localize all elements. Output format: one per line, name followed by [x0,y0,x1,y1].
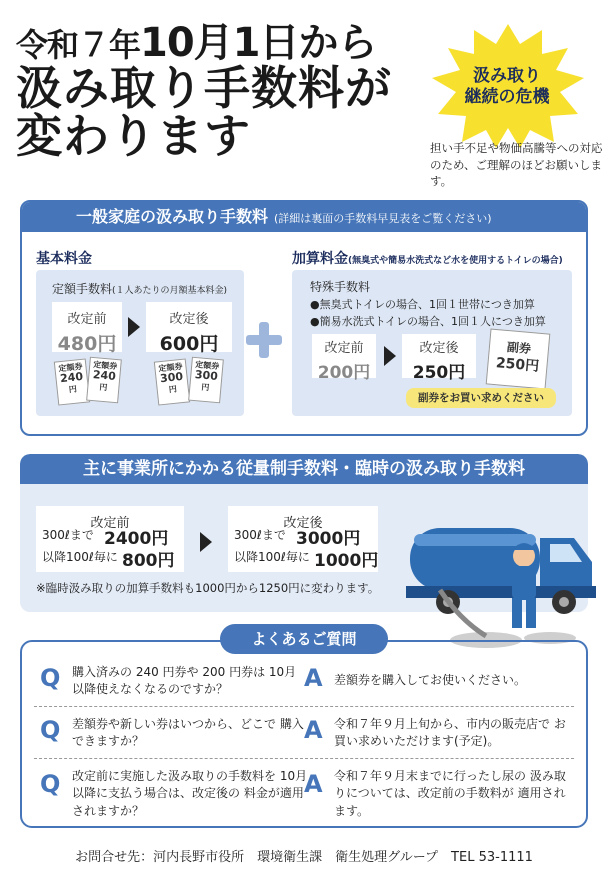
coupon-note: 副券をお買い求めください [406,388,556,408]
ticket-new: 定額券 300 円 [154,358,190,405]
household-fee-title: 一般家庭の汲み取り手数料 (詳細は裏面の手数料早見表をご覧ください) [22,202,586,232]
ticket-old: 定額券 240 円 [54,358,90,405]
a-icon: A [304,664,323,692]
faq-question: 改定前に実施した汲み取りの手数料を 10月以降に支払う場合は、改定後の 料金が適用されますか？ [72,769,308,818]
business-note: ※臨時汲み取りの加算手数料も1000円から1250円に変わります。 [36,581,380,595]
surcharge-after: 改定後 250円 [402,334,476,378]
badge-text: 汲み取り 継続の危機 [464,66,550,108]
faq-answer: 令和７年９月末までに行ったし尿の 汲み取りについては、改定前の手数料が 適用されます。 [334,769,566,818]
faq-divider [34,758,574,759]
surcharge-title: 加算料金(無臭式や簡易水洗式など水を使用するトイレの場合) [292,251,563,267]
plus-icon [246,322,282,358]
faq-answer: 差額券を購入してお使いください。 [334,673,527,687]
arrow-right-icon [128,317,140,337]
headline-line3: 変わります [16,109,251,164]
q-icon: Q [40,770,61,798]
business-before-row1: 300ℓまで 2400円 [42,528,169,549]
a-icon: A [304,770,323,798]
fixed-fee-label: 定額手数料(１人あたりの月額基本料金) [52,282,228,296]
special-fee-label: 特殊手数料 [310,280,371,294]
business-after-row2: 以降100ℓ毎に 1000円 [234,550,379,571]
basic-after: 改定後 600円 [146,302,232,352]
faq-title: よくあるご質問 [220,624,388,654]
q-icon: Q [40,716,61,744]
basic-fee-title: 基本料金 [36,251,92,267]
vacuum-truck-illustration [400,510,600,650]
headline-date-prefix: 令和７年 [16,26,141,64]
surcharge-bullet: ●簡易水洗式トイレの場合、1回１人につき加算 [310,315,546,328]
business-fee-title: 主に事業所にかかる従量制手数料・臨時の汲み取り手数料 [20,454,588,484]
q-icon: Q [40,664,61,692]
faq-question: 差額券や新しい券はいつから、どこで 購入できますか？ [72,717,304,749]
contact-info: お問合せ先：河内長野市役所 環境衛生課 衛生処理グループ TEL 53-1111 [75,850,533,865]
faq-answer: 令和７年９月上旬から、市内の販売店で お買い求めいただけます(予定)。 [334,717,566,749]
business-after: 改定後 [228,506,378,572]
business-after-row1: 300ℓまで 3000円 [234,528,361,549]
badge-note: 担い手不足や物価高騰等への対応のため、ご理解のほどお願いします。 [430,141,603,189]
basic-before: 改定前 480円 [52,302,122,352]
sub-coupon: 副券 250円 [486,328,551,389]
arrow-right-icon [200,532,212,552]
ticket-old: 定額券 240 円 [86,357,122,404]
faq-divider [34,706,574,707]
ticket-new: 定額券 300 円 [188,357,224,404]
business-before-row2: 以降100ℓ毎に 800円 [42,550,175,571]
headline-line2: 汲み取り手数料が [16,61,392,115]
surcharge-bullet: ●無臭式トイレの場合、1回１世帯につき加算 [310,298,535,311]
a-icon: A [304,716,323,744]
headline-date: 10月1日から [140,20,377,66]
surcharge-before: 改定前 200円 [312,334,376,378]
business-before: 改定前 [36,506,184,572]
arrow-right-icon [384,346,396,366]
faq-question: 購入済みの 240 円券や 200 円券は 10月以降使えなくなるのですか？ [72,665,297,697]
headline [16,20,416,164]
